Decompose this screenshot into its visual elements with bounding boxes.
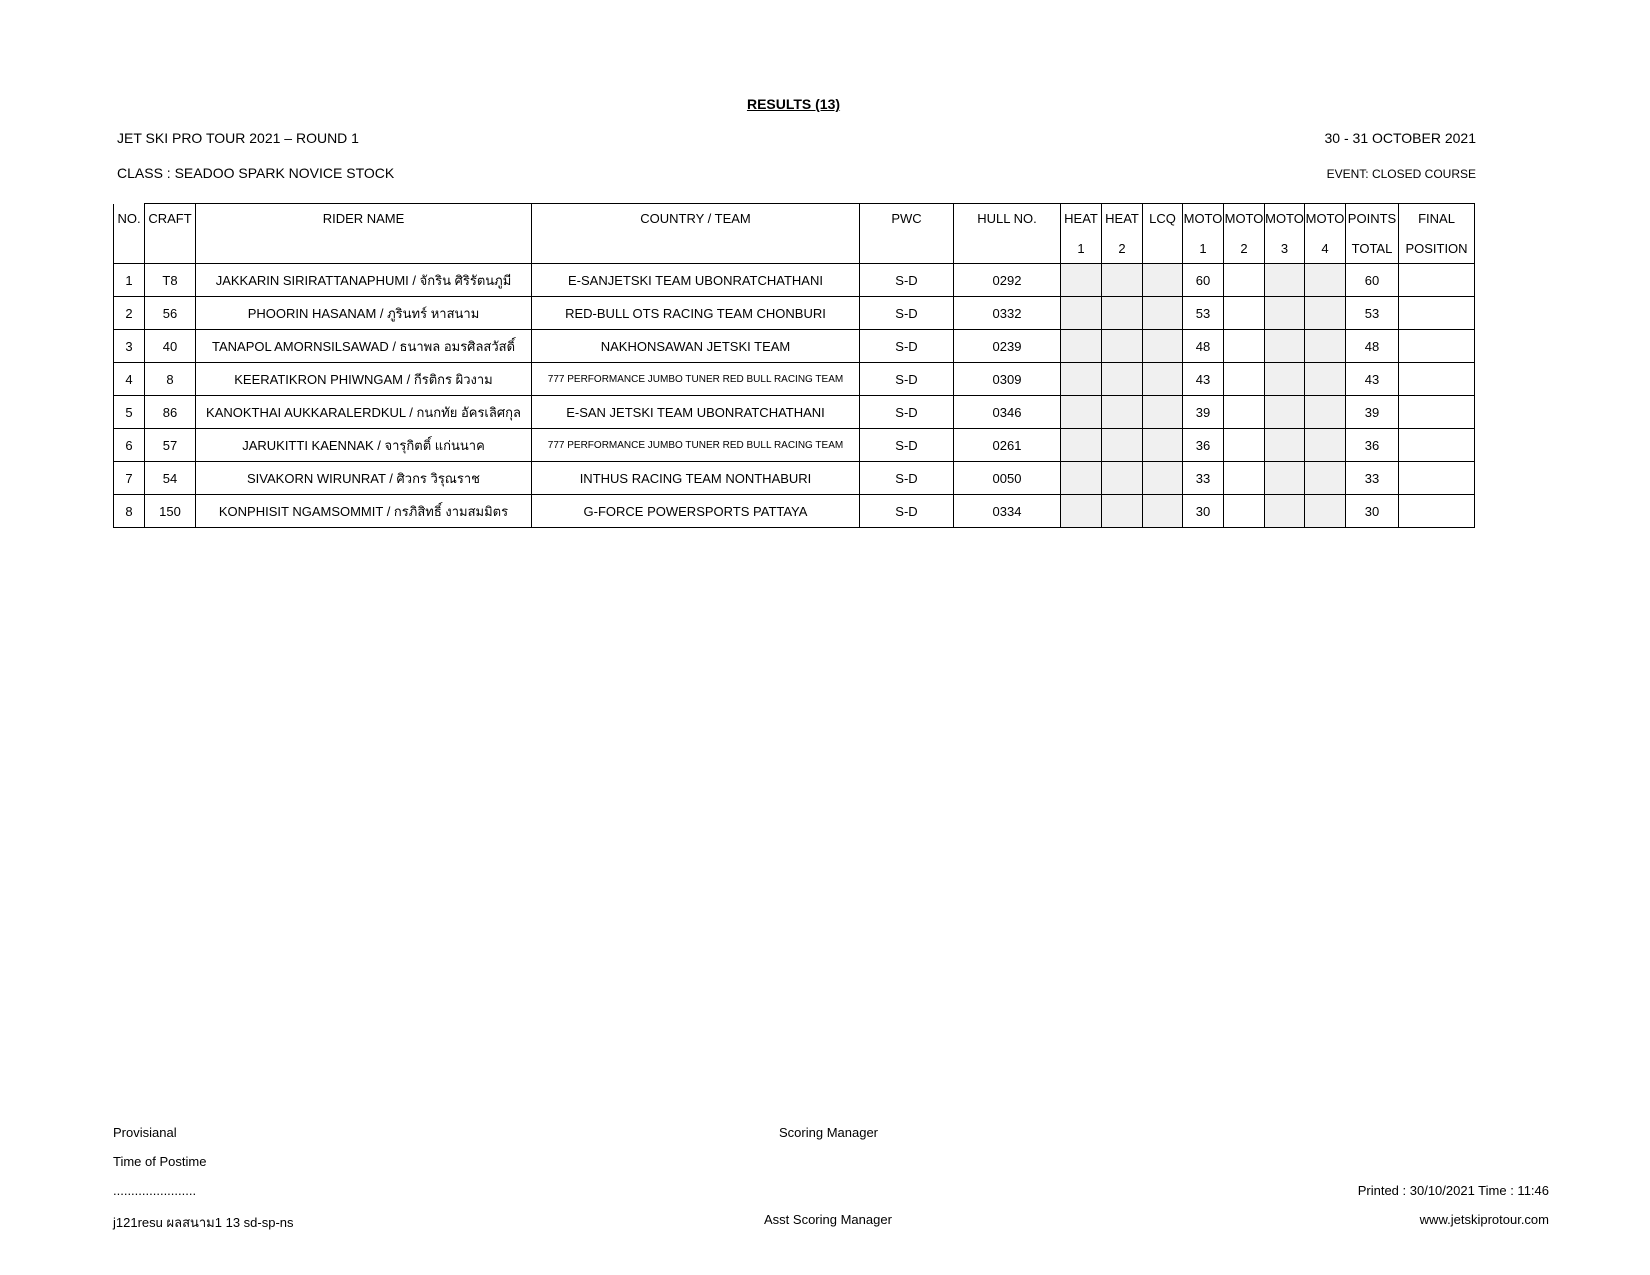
cell-no: 8	[114, 495, 145, 528]
cell-moto2	[1224, 297, 1265, 330]
cell-points: 48	[1346, 330, 1399, 363]
cell-heat2	[1102, 429, 1143, 462]
cell-moto4	[1305, 495, 1346, 528]
cell-heat2	[1102, 330, 1143, 363]
file-reference: j121resu ผลสนาม1 13 sd-sp-ns	[113, 1215, 294, 1230]
cell-lcq	[1143, 297, 1183, 330]
cell-team: NAKHONSAWAN JETSKI TEAM	[532, 330, 860, 363]
cell-craft: 8	[145, 363, 196, 396]
website-url: www.jetskiprotour.com	[1419, 1212, 1549, 1227]
cell-moto2	[1224, 495, 1265, 528]
col-pwc-sub	[860, 234, 954, 264]
cell-points: 36	[1346, 429, 1399, 462]
col-points-sub: TOTAL	[1346, 234, 1399, 264]
cell-craft: 40	[145, 330, 196, 363]
cell-pwc: S-D	[860, 363, 954, 396]
col-points: POINTS	[1346, 204, 1399, 234]
cell-no: 5	[114, 396, 145, 429]
results-table	[113, 203, 1475, 528]
cell-final	[1399, 363, 1475, 396]
time-of-postime-label: Time of Postime	[113, 1154, 207, 1169]
cell-moto2	[1224, 429, 1265, 462]
cell-moto4	[1305, 264, 1346, 297]
page-title: RESULTS (13)	[746, 96, 841, 112]
col-heat2: HEAT	[1102, 204, 1143, 234]
cell-moto2	[1224, 462, 1265, 495]
cell-rider: SIVAKORN WIRUNRAT / ศิวกร วิรุณราช	[196, 462, 532, 495]
table-row	[114, 462, 1475, 495]
event-dates: 30 - 31 OCTOBER 2021	[1324, 130, 1476, 146]
cell-lcq	[1143, 429, 1183, 462]
cell-heat2	[1102, 264, 1143, 297]
cell-hull: 0309	[954, 363, 1061, 396]
col-lcq-sub	[1143, 234, 1183, 264]
cell-no: 7	[114, 462, 145, 495]
col-final: FINAL	[1399, 204, 1475, 234]
cell-lcq	[1143, 396, 1183, 429]
cell-moto2	[1224, 396, 1265, 429]
cell-pwc: S-D	[860, 396, 954, 429]
cell-moto4	[1305, 330, 1346, 363]
cell-no: 3	[114, 330, 145, 363]
cell-hull: 0334	[954, 495, 1061, 528]
col-moto1-sub: 1	[1183, 234, 1224, 264]
cell-hull: 0346	[954, 396, 1061, 429]
cell-moto1: 48	[1183, 330, 1224, 363]
provisional-label: Provisianal	[113, 1125, 177, 1140]
cell-heat1	[1061, 297, 1102, 330]
cell-team: E-SANJETSKI TEAM UBONRATCHATHANI	[532, 264, 860, 297]
cell-final	[1399, 264, 1475, 297]
cell-pwc: S-D	[860, 297, 954, 330]
cell-heat1	[1061, 462, 1102, 495]
col-hull: HULL NO.	[954, 204, 1061, 234]
cell-rider: JAKKARIN SIRIRATTANAPHUMI / จักริน ศิริรัตนภูมี	[196, 264, 532, 297]
cell-moto3	[1265, 264, 1305, 297]
cell-heat2	[1102, 363, 1143, 396]
printed-timestamp: Printed : 30/10/2021 Time : 11:46	[1357, 1183, 1549, 1198]
cell-team: RED-BULL OTS RACING TEAM CHONBURI	[532, 297, 860, 330]
cell-final	[1399, 330, 1475, 363]
col-heat1-sub: 1	[1061, 234, 1102, 264]
col-no: NO.	[114, 204, 145, 234]
cell-points: 43	[1346, 363, 1399, 396]
cell-lcq	[1143, 495, 1183, 528]
cell-moto1: 30	[1183, 495, 1224, 528]
cell-moto3	[1265, 330, 1305, 363]
cell-rider: KEERATIKRON PHIWNGAM / กีรติกร ผิวงาม	[196, 363, 532, 396]
cell-craft: T8	[145, 264, 196, 297]
col-hull-sub	[954, 234, 1061, 264]
cell-rider: KONPHISIT NGAMSOMMIT / กรภิสิทธิ์ งามสมมิตร	[196, 495, 532, 528]
cell-rider: JARUKITTI KAENNAK / จารุกิตติ์ แก่นนาค	[196, 429, 532, 462]
col-lcq: LCQ	[1143, 204, 1183, 234]
col-moto3: MOTO	[1265, 204, 1305, 234]
col-moto4: MOTO	[1305, 204, 1346, 234]
cell-moto1: 60	[1183, 264, 1224, 297]
cell-moto4	[1305, 297, 1346, 330]
cell-team: E-SAN JETSKI TEAM UBONRATCHATHANI	[532, 396, 860, 429]
cell-lcq	[1143, 264, 1183, 297]
col-heat1: HEAT	[1061, 204, 1102, 234]
cell-heat2	[1102, 396, 1143, 429]
cell-team: 777 PERFORMANCE JUMBO TUNER RED BULL RACING TEAM	[532, 363, 860, 396]
col-moto1: MOTO	[1183, 204, 1224, 234]
cell-final	[1399, 396, 1475, 429]
cell-no: 6	[114, 429, 145, 462]
table-row	[114, 363, 1475, 396]
table-row	[114, 330, 1475, 363]
cell-lcq	[1143, 363, 1183, 396]
cell-points: 30	[1346, 495, 1399, 528]
cell-team: 777 PERFORMANCE JUMBO TUNER RED BULL RACING TEAM	[532, 429, 860, 462]
cell-heat1	[1061, 363, 1102, 396]
cell-rider: TANAPOL AMORNSILSAWAD / ธนาพล อมรศิลสวัสดิ์	[196, 330, 532, 363]
cell-craft: 86	[145, 396, 196, 429]
cell-craft: 150	[145, 495, 196, 528]
cell-final	[1399, 429, 1475, 462]
cell-moto3	[1265, 396, 1305, 429]
cell-craft: 54	[145, 462, 196, 495]
table-row	[114, 495, 1475, 528]
cell-moto2	[1224, 264, 1265, 297]
cell-pwc: S-D	[860, 462, 954, 495]
cell-heat1	[1061, 429, 1102, 462]
col-no-sub	[114, 234, 145, 264]
cell-moto1: 53	[1183, 297, 1224, 330]
cell-team: INTHUS RACING TEAM NONTHABURI	[532, 462, 860, 495]
event-name: JET SKI PRO TOUR 2021 – ROUND 1	[117, 130, 359, 146]
table-row	[114, 396, 1475, 429]
cell-heat2	[1102, 462, 1143, 495]
cell-moto4	[1305, 396, 1346, 429]
cell-points: 53	[1346, 297, 1399, 330]
cell-pwc: S-D	[860, 429, 954, 462]
cell-points: 60	[1346, 264, 1399, 297]
cell-points: 39	[1346, 396, 1399, 429]
cell-no: 4	[114, 363, 145, 396]
cell-final	[1399, 462, 1475, 495]
cell-moto3	[1265, 462, 1305, 495]
asst-scoring-manager-label: Asst Scoring Manager	[764, 1212, 892, 1227]
cell-moto4	[1305, 363, 1346, 396]
cell-moto3	[1265, 495, 1305, 528]
cell-final	[1399, 495, 1475, 528]
cell-moto3	[1265, 363, 1305, 396]
cell-hull: 0261	[954, 429, 1061, 462]
cell-hull: 0332	[954, 297, 1061, 330]
col-pwc: PWC	[860, 204, 954, 234]
cell-moto1: 39	[1183, 396, 1224, 429]
cell-pwc: S-D	[860, 264, 954, 297]
cell-heat2	[1102, 297, 1143, 330]
cell-craft: 56	[145, 297, 196, 330]
col-rider-sub	[196, 234, 532, 264]
col-moto3-sub: 3	[1265, 234, 1305, 264]
cell-pwc: S-D	[860, 330, 954, 363]
race-class: CLASS : SEADOO SPARK NOVICE STOCK	[117, 165, 395, 181]
cell-moto3	[1265, 429, 1305, 462]
col-moto4-sub: 4	[1305, 234, 1346, 264]
header-row-2	[114, 234, 1475, 264]
col-team: COUNTRY / TEAM	[532, 204, 860, 234]
cell-rider: KANOKTHAI AUKKARALERDKUL / กนกทัย อัครเลิศกุล	[196, 396, 532, 429]
cell-moto1: 33	[1183, 462, 1224, 495]
cell-heat1	[1061, 264, 1102, 297]
cell-moto2	[1224, 363, 1265, 396]
cell-hull: 0050	[954, 462, 1061, 495]
cell-craft: 57	[145, 429, 196, 462]
col-team-sub	[532, 234, 860, 264]
cell-hull: 0292	[954, 264, 1061, 297]
cell-no: 1	[114, 264, 145, 297]
results-body	[114, 264, 1475, 528]
cell-moto1: 36	[1183, 429, 1224, 462]
cell-rider: PHOORIN HASANAM / ภูรินทร์ หาสนาม	[196, 297, 532, 330]
cell-moto2	[1224, 330, 1265, 363]
header-row-1	[114, 204, 1475, 234]
col-craft-sub	[145, 234, 196, 264]
cell-team: G-FORCE POWERSPORTS PATTAYA	[532, 495, 860, 528]
cell-final	[1399, 297, 1475, 330]
col-heat2-sub: 2	[1102, 234, 1143, 264]
cell-lcq	[1143, 330, 1183, 363]
cell-heat2	[1102, 495, 1143, 528]
col-moto2-sub: 2	[1224, 234, 1265, 264]
cell-moto4	[1305, 462, 1346, 495]
cell-moto4	[1305, 429, 1346, 462]
cell-lcq	[1143, 462, 1183, 495]
event-type: EVENT: CLOSED COURSE	[1326, 167, 1476, 181]
signature-dots: .......................	[113, 1183, 197, 1198]
table-row	[114, 429, 1475, 462]
cell-hull: 0239	[954, 330, 1061, 363]
col-rider: RIDER NAME	[196, 204, 532, 234]
cell-moto1: 43	[1183, 363, 1224, 396]
cell-no: 2	[114, 297, 145, 330]
table-row	[114, 297, 1475, 330]
scoring-manager-label: Scoring Manager	[779, 1125, 878, 1140]
table-row	[114, 264, 1475, 297]
cell-pwc: S-D	[860, 495, 954, 528]
col-final-sub: POSITION	[1399, 234, 1475, 264]
cell-heat1	[1061, 495, 1102, 528]
cell-points: 33	[1346, 462, 1399, 495]
cell-moto3	[1265, 297, 1305, 330]
col-craft: CRAFT	[145, 204, 196, 234]
col-moto2: MOTO	[1224, 204, 1265, 234]
cell-heat1	[1061, 330, 1102, 363]
cell-heat1	[1061, 396, 1102, 429]
